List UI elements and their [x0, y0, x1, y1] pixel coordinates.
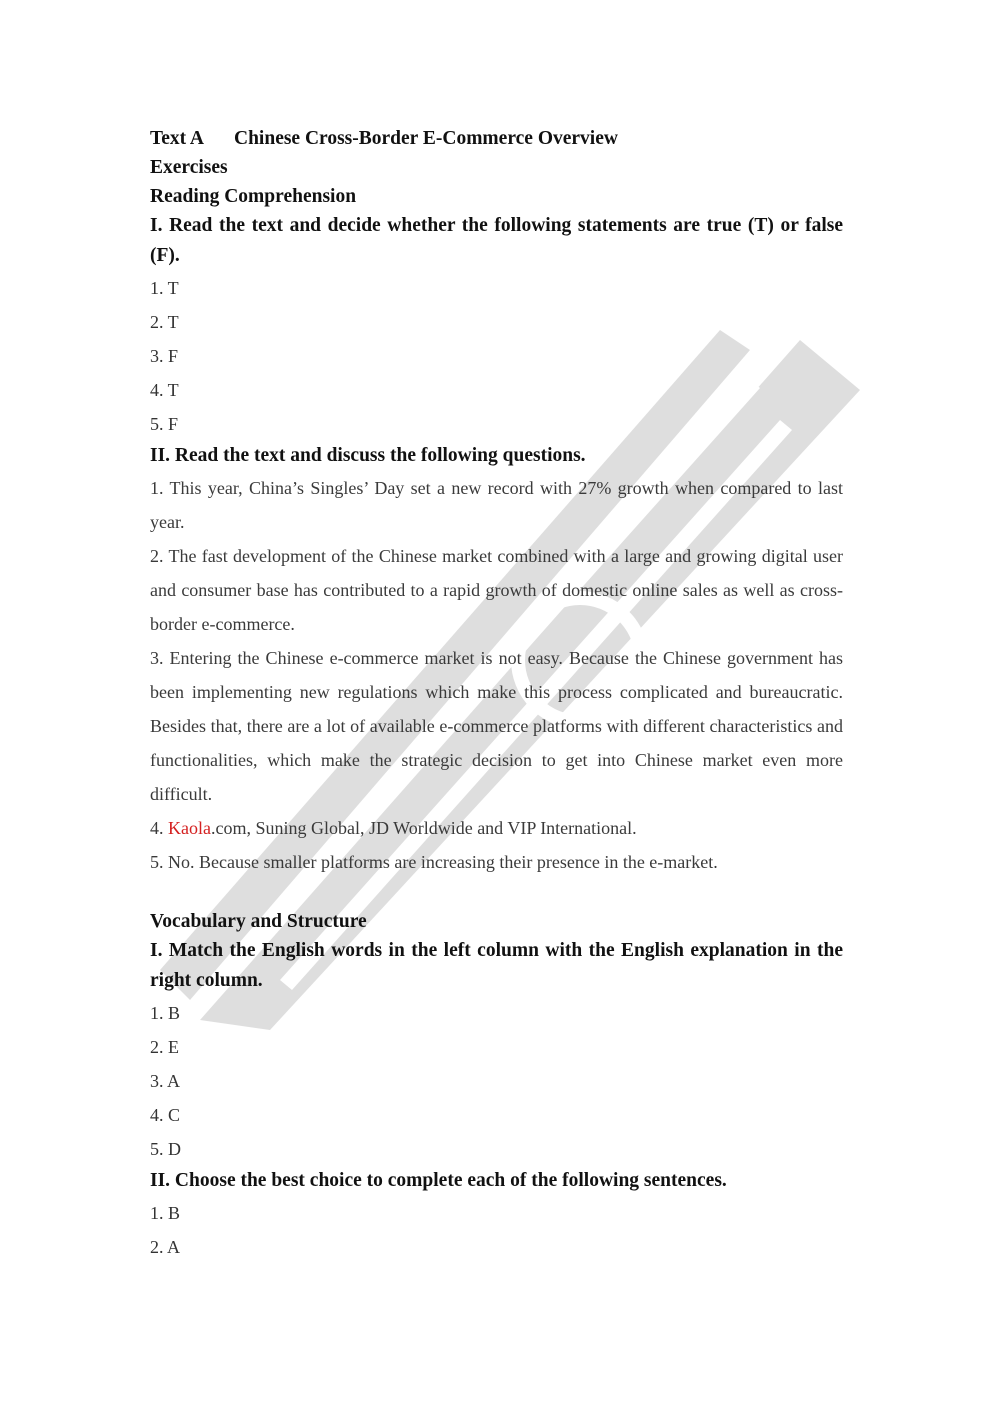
answer-item: 1. T — [150, 278, 179, 298]
answer-item: 5. D — [150, 1139, 181, 1159]
page-title — [150, 124, 843, 153]
section-gap — [150, 879, 843, 907]
answer-item: 4. C — [150, 1105, 181, 1125]
answer-item: 1. B — [150, 1203, 181, 1223]
answer-item: 2. E — [150, 1037, 179, 1057]
answer-item: 4. T — [150, 380, 179, 400]
answer-item: 3. F — [150, 346, 179, 366]
answer-item: 2. T — [150, 312, 179, 332]
highlighted-word: Kaola — [168, 818, 211, 838]
answer-item: 3. A — [150, 1071, 181, 1091]
answer-page — [150, 124, 843, 1264]
text-label: Text A — [150, 128, 204, 149]
reading-heading: Reading Comprehension — [150, 186, 357, 207]
answer-4-rest: .com, Suning Global, JD Worldwide and VIP International. — [210, 818, 637, 838]
discussion-answer-1: 1. This year, China’s Singles’ Day set a new record with 27% growth when compared to last year. — [150, 478, 843, 532]
reading-part1-instruction: I. Read the text and decide whether the following statements are true (T) or false (F). — [150, 215, 843, 266]
discussion-answer-4 — [150, 811, 843, 845]
answer-item: 2. A — [150, 1237, 181, 1257]
discussion-answer-2: 2. The fast development of the Chinese market combined with a large and growing digital user and consumer base has contributed to a rapid growth of domestic online sales as well as cross-border e-commerce. — [150, 546, 843, 634]
exercises-heading: Exercises — [150, 157, 228, 178]
discussion-answer-3: 3. Entering the Chinese e-commerce market is not easy. Because the Chinese government has been implementing new regulations which make this process complicated and bureaucratic. Besides that, there are a lot of available e-commerce platforms with different characteristics and functionalities, which make the strategic decision to get into Chinese market even more difficult. — [150, 648, 843, 804]
discussion-answer-5: 5. No. Because smaller platforms are increasing their presence in the e-market. — [150, 852, 718, 872]
answer-item: 1. B — [150, 1003, 181, 1023]
reading-part2-instruction: II. Read the text and discuss the following questions. — [150, 445, 586, 466]
vocab-part2-instruction: II. Choose the best choice to complete each of the following sentences. — [150, 1170, 727, 1191]
vocab-part1-instruction: I. Match the English words in the left column with the English explanation in the right column. — [150, 940, 843, 991]
answer-item: 5. F — [150, 414, 179, 434]
vocab-heading: Vocabulary and Structure — [150, 911, 367, 932]
title-text: Chinese Cross-Border E-Commerce Overview — [234, 128, 618, 149]
answer-4-prefix: 4. — [150, 818, 168, 838]
